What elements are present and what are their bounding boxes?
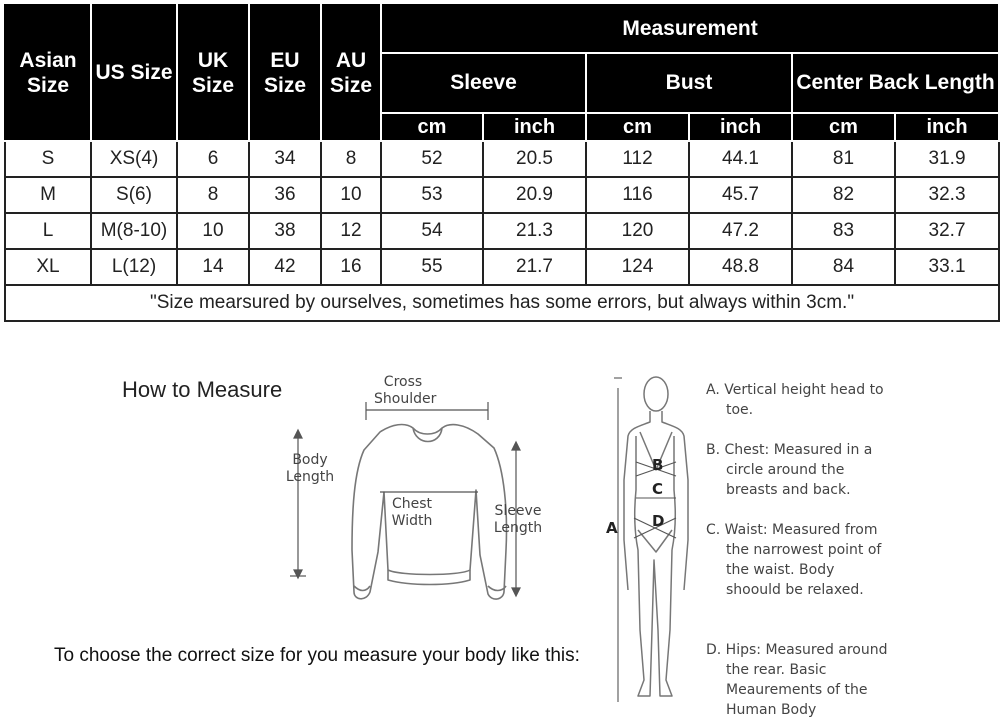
table-cell: 10 [177,213,249,249]
figure-head [644,377,668,411]
legend-item-d: D. Hips: Measured around the rear. Basic Meaurements of the Human Body [706,642,888,718]
figure-torso-arms [624,411,688,590]
figure-letter-b: B [652,456,664,474]
legend-item-a: A. Vertical height head to toe. [706,382,884,418]
figure-letter-c: C [652,480,664,498]
table-cell: M(8-10) [91,213,177,249]
body-length-label-line1: Body [292,452,328,468]
header-center-back-length: Center Back Length [792,53,999,113]
table-cell: L(12) [91,249,177,285]
table-cell: 38 [249,213,321,249]
table-cell: 112 [586,141,689,177]
table-cell: 10 [321,177,381,213]
table-cell: 20.5 [483,141,586,177]
legend-d [706,640,891,720]
sleeve-length-arrowhead-bottom [512,588,520,596]
table-row-note [5,285,999,321]
left-cuff [354,586,370,591]
table-cell: 48.8 [689,249,792,285]
table-cell: 82 [792,177,895,213]
table-cell: 116 [586,177,689,213]
table-cell: S(6) [91,177,177,213]
table-cell: 8 [321,141,381,177]
header-au-size: AU Size [321,5,381,141]
table-cell: L [5,213,91,249]
table-cell: 16 [321,249,381,285]
table-cell: 21.7 [483,249,586,285]
header-bust-cm: cm [586,113,689,141]
chest-width-label [382,496,442,530]
table-cell: 47.2 [689,213,792,249]
legend-b [706,440,891,500]
table-cell: 45.7 [689,177,792,213]
table-cell: 44.1 [689,141,792,177]
table-cell: 31.9 [895,141,999,177]
human-figure-diagram [600,370,700,720]
table-cell: M [5,177,91,213]
header-us-size: US Size [91,5,177,141]
table-cell: 81 [792,141,895,177]
header-asian-size: Asian Size [5,5,91,141]
table-cell: 33.1 [895,249,999,285]
choose-size-instruction: To choose the correct size for you measure your body like this: [54,645,580,666]
header-length-cm: cm [792,113,895,141]
figure-body-legs [635,436,676,696]
sleeve-length-arrowhead-top [512,442,520,450]
figure-letter-a: A [606,519,618,537]
header-eu-size: EU Size [249,5,321,141]
sleeve-length-label [488,503,548,537]
header-length-inch: inch [895,113,999,141]
body-length-label-line2: Length [285,468,335,485]
header-sleeve-inch: inch [483,113,586,141]
table-cell: 32.7 [895,213,999,249]
figure-letter-d: D [652,512,665,530]
table-row [5,177,999,213]
chest-width-label-line1: Chest [391,496,433,512]
header-measurement: Measurement [381,5,999,53]
legend-item-c: C. Waist: Measured from the narrowest point of the waist. Body shoould be relaxed. [706,522,882,598]
table-cell: 14 [177,249,249,285]
table-cell: 32.3 [895,177,999,213]
legend-a [706,380,891,420]
right-cuff [488,586,506,591]
cross-shoulder-label-line2: Shoulder [374,390,437,407]
table-row [5,249,999,285]
table-cell: 120 [586,213,689,249]
table-cell: XS(4) [91,141,177,177]
table-cell: 21.3 [483,213,586,249]
body-length-arrowhead-top [294,430,302,438]
table-cell: 42 [249,249,321,285]
size-chart-table [4,4,1000,322]
table-cell: 8 [177,177,249,213]
header-sleeve-cm: cm [381,113,483,141]
table-cell: S [5,141,91,177]
legend-c [706,520,891,600]
table-cell: 124 [586,249,689,285]
table-cell: 36 [249,177,321,213]
cross-shoulder-label [374,374,437,408]
sleeve-length-label-line2: Length [493,519,543,536]
table-cell: 83 [792,213,895,249]
table-cell: 20.9 [483,177,586,213]
header-bust-inch: inch [689,113,792,141]
legend-item-b: B. Chest: Measured in a circle around the breasts and back. [706,442,873,498]
table-cell: 34 [249,141,321,177]
table-cell: 6 [177,141,249,177]
header-uk-size: UK Size [177,5,249,141]
table-cell: 55 [381,249,483,285]
table-cell: 53 [381,177,483,213]
header-bust: Bust [586,53,792,113]
header-sleeve: Sleeve [381,53,586,113]
body-length-label [280,452,340,486]
body-length-arrowhead-bottom [294,570,302,578]
table-cell: 84 [792,249,895,285]
table-cell: 12 [321,213,381,249]
table-cell: 52 [381,141,483,177]
size-note: "Size mearsured by ourselves, sometimes has some errors, but always within 3cm." [5,285,999,321]
cross-shoulder-label-line1: Cross [383,374,423,390]
table-cell: 54 [381,213,483,249]
how-to-measure-title: How to Measure [122,377,283,402]
table-row [5,213,999,249]
chest-width-label-line2: Width [391,512,433,529]
table-cell: XL [5,249,91,285]
table-row [5,141,999,177]
sweater-hem [388,570,470,585]
sleeve-length-label-line1: Sleeve [494,503,542,519]
sweater-diagram [280,380,580,610]
